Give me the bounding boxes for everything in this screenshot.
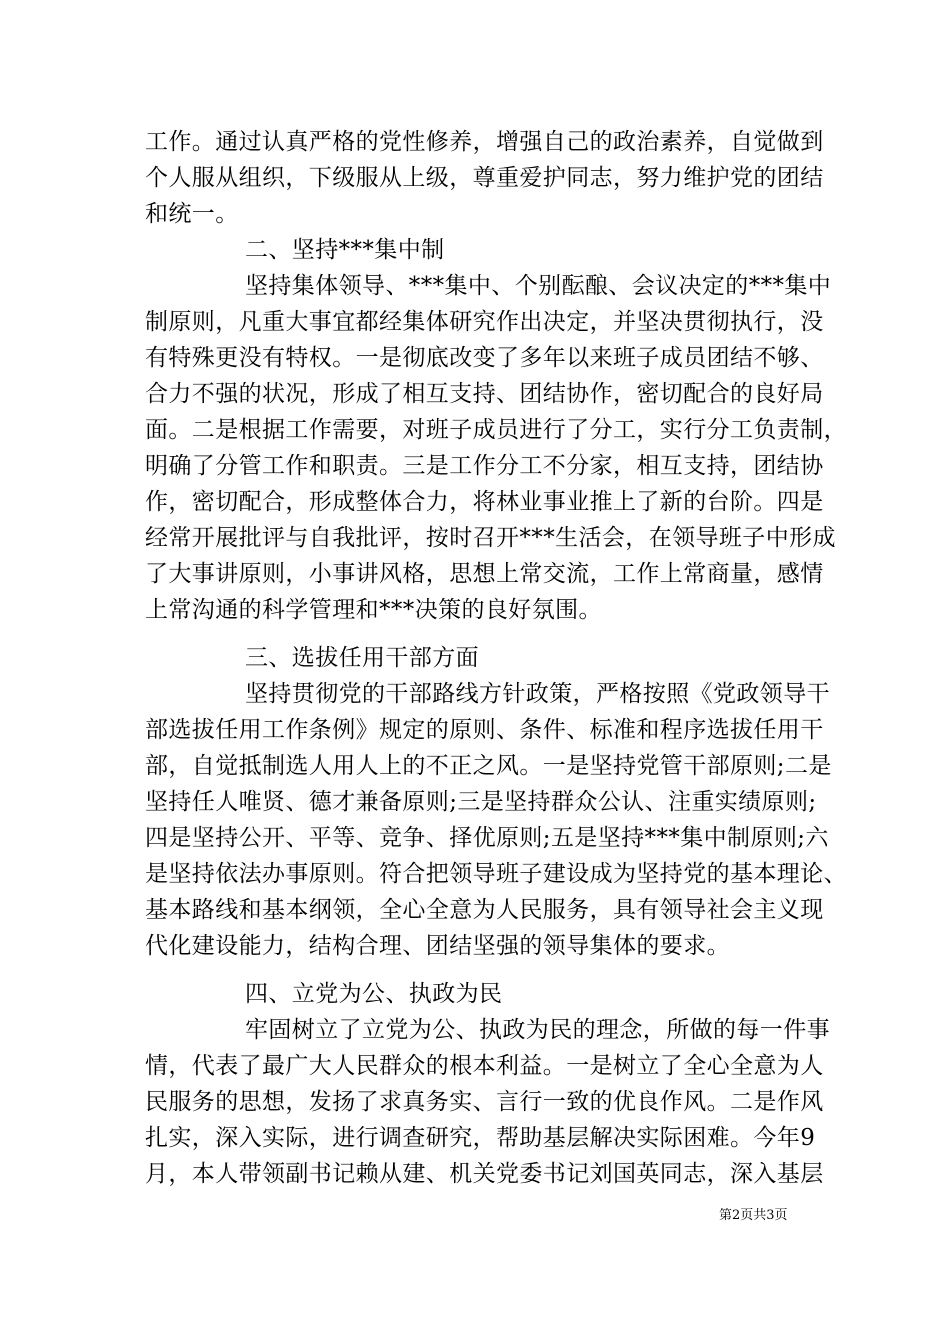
body-line: 作，密切配合，形成整体合力，将林业事业推上了新的台阶。四是	[145, 489, 824, 515]
body-line: 合力不强的状况，形成了相互支持、团结协作，密切配合的良好局	[145, 381, 824, 407]
body-line: 部，自觉抵制选人用人上的不正之风。一是坚持党管干部原则;二是	[145, 753, 832, 779]
body-line: 月，本人带领副书记赖从建、机关党委书记刘国英同志，深入基层	[145, 1161, 824, 1187]
body-line: 民服务的思想，发扬了求真务实、言行一致的优良作风。二是作风	[145, 1089, 824, 1115]
body-line: 工作。通过认真严格的党性修养，增强自己的政治素养，自觉做到	[145, 129, 824, 155]
body-line: 扎实，深入实际，进行调查研究，帮助基层解决实际困难。今年9	[145, 1125, 816, 1151]
paragraph-first-line: 坚持贯彻党的干部路线方针政策，严格按照《党政领导干	[245, 681, 830, 707]
body-line: 和统一。	[145, 201, 239, 227]
body-line: 制原则，凡重大事宜都经集体研究作出决定，并坚决贯彻执行，没	[145, 309, 824, 335]
body-line: 部选拔任用工作条例》规定的原则、条件、标准和程序选拔任用干	[145, 717, 824, 743]
body-line: 上常沟通的科学管理和***决策的良好氛围。	[145, 597, 602, 623]
body-line: 基本路线和基本纲领，全心全意为人民服务，具有领导社会主义现	[145, 897, 824, 923]
body-line: 坚持任人唯贤、德才兼备原则;三是坚持群众公认、注重实绩原则;	[145, 789, 817, 815]
page-number-footer: 第2页共3页	[719, 1208, 788, 1223]
body-line: 明确了分管工作和职责。三是工作分工不分家，相互支持，团结协	[145, 453, 824, 479]
paragraph-first-line: 牢固树立了立党为公、执政为民的理念，所做的每一件事	[245, 1017, 830, 1043]
paragraph-first-line: 坚持集体领导、***集中、个别酝酿、会议决定的***集中	[245, 273, 832, 299]
section-heading: 四、立党为公、执政为民	[245, 981, 503, 1007]
section-heading: 二、坚持***集中制	[245, 237, 445, 263]
body-line: 代化建设能力，结构合理、团结坚强的领导集体的要求。	[145, 933, 730, 959]
section-heading: 三、选拔任用干部方面	[245, 645, 479, 671]
body-line: 是坚持依法办事原则。符合把领导班子建设成为坚持党的基本理论、	[145, 861, 847, 887]
body-line: 情，代表了最广大人民群众的根本利益。一是树立了全心全意为人	[145, 1053, 824, 1079]
body-line: 有特殊更没有特权。一是彻底改变了多年以来班子成员团结不够、	[145, 345, 824, 371]
body-line: 面。二是根据工作需要，对班子成员进行了分工，实行分工负责制，	[145, 417, 847, 443]
body-line: 四是坚持公开、平等、竞争、择优原则;五是坚持***集中制原则;六	[145, 825, 829, 851]
body-line: 了大事讲原则，小事讲风格，思想上常交流，工作上常商量，感情	[145, 561, 824, 587]
body-line: 个人服从组织，下级服从上级，尊重爱护同志，努力维护党的团结	[145, 165, 824, 191]
body-line: 经常开展批评与自我批评，按时召开***生活会，在领导班子中形成	[145, 525, 836, 551]
